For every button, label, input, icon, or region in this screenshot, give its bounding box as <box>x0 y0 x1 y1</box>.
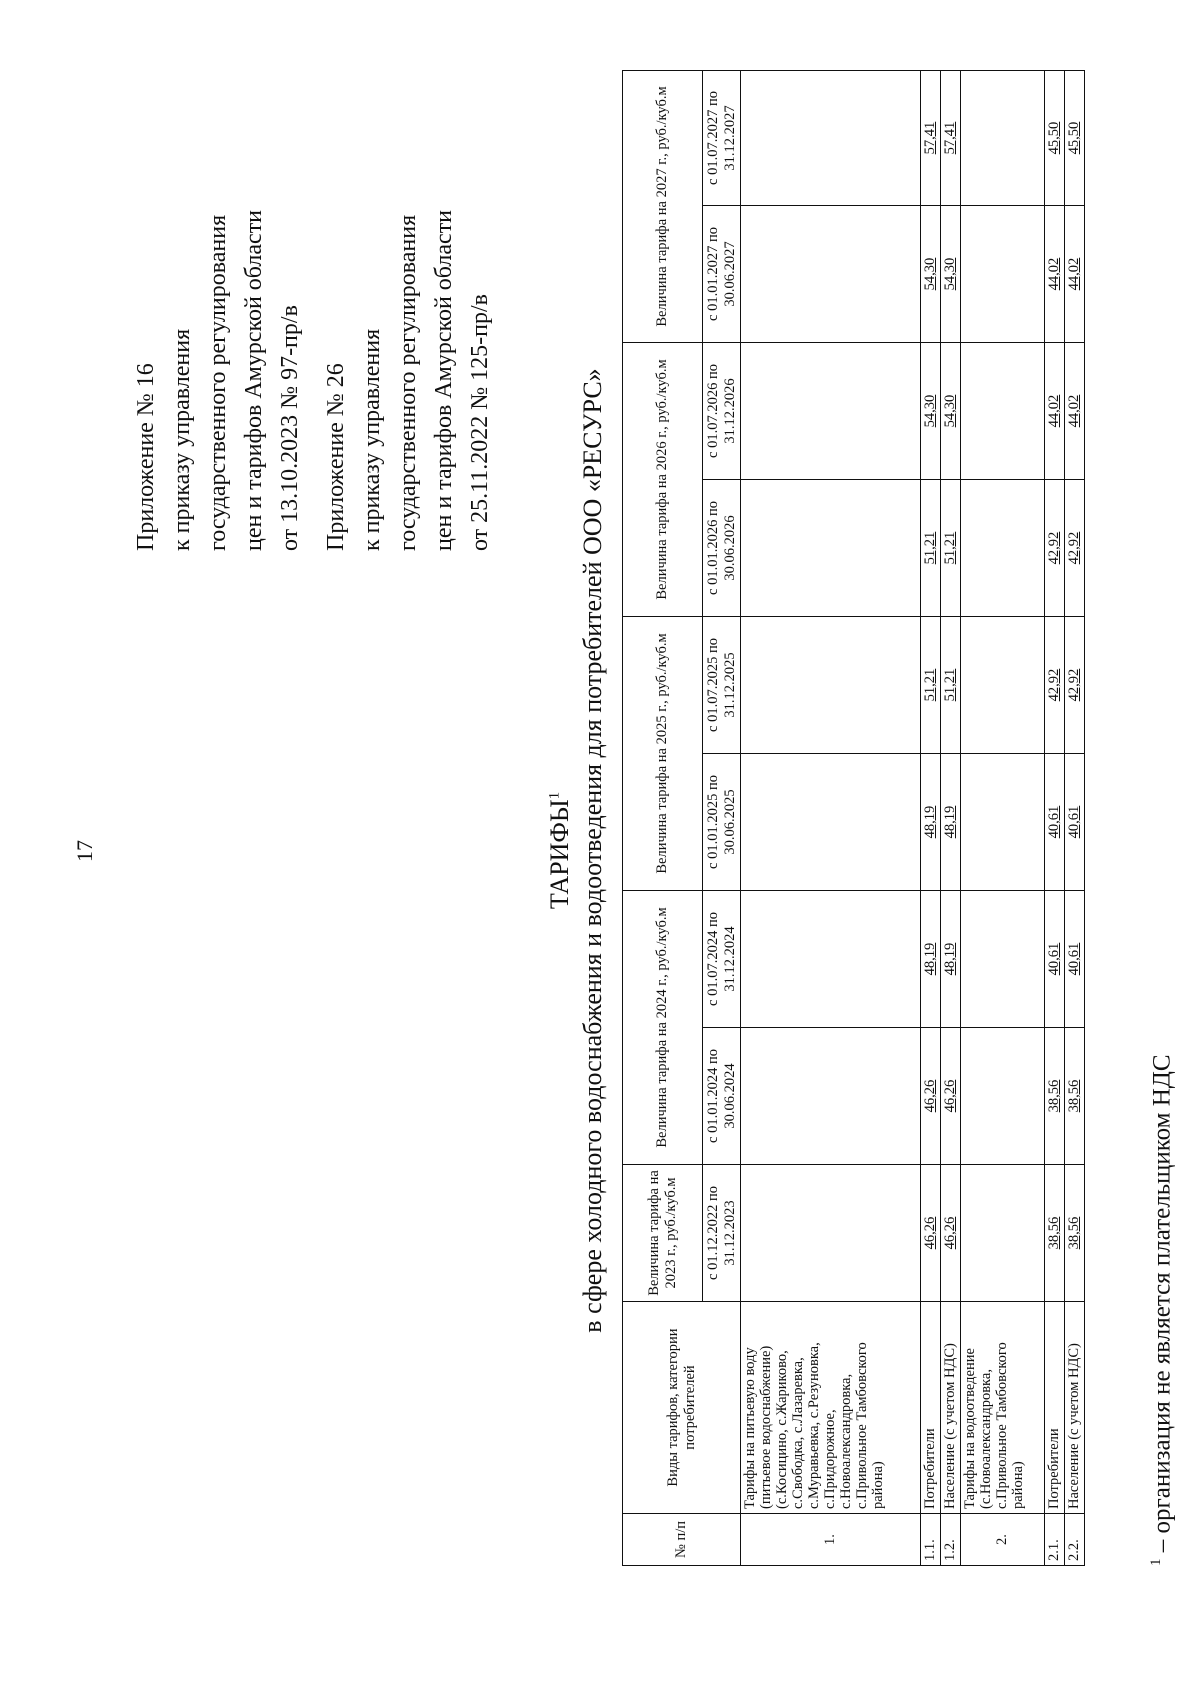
appendix-line: государственного регулирования <box>205 214 231 551</box>
tariff-value: 42,92 <box>1065 617 1085 754</box>
tariff-value: 48,19 <box>941 891 961 1028</box>
section-title: Тарифы на питьевую воду (питьевое водоснабжение) (с.Косицино, с.Жариково, с.Свободка, с.Лазаревка, с.Муравьевка, с.Резуновка, с.Придорожное, с.Новоалександровка, с.Привольное Тамбовского района) <box>741 1302 921 1514</box>
table-row <box>1065 71 1085 1566</box>
row-num: 1.2. <box>941 1514 961 1566</box>
footnote-text: – организация не является плательщиком НДС <box>1148 1054 1176 1559</box>
tariff-value: 45,50 <box>1065 71 1085 206</box>
section-num: 1. <box>741 1514 921 1566</box>
tariff-value: 48,19 <box>941 754 961 891</box>
col-header-year-2025: Величина тарифа на 2025 г., руб./куб.м <box>623 617 703 891</box>
row-label: Потребители <box>921 1302 941 1514</box>
tariff-value: 44,02 <box>1065 206 1085 343</box>
tariff-table <box>622 70 1085 1566</box>
tariff-value: 42,92 <box>1045 480 1065 617</box>
col-header-period: с 01.12.2022 по 31.12.2023 <box>703 1165 741 1302</box>
col-header-year-2023: Величина тарифа на 2023 г., руб./куб.м <box>623 1165 703 1302</box>
tariff-value: 57,41 <box>921 71 941 206</box>
tariff-value: 40,61 <box>1045 754 1065 891</box>
table-section-row <box>961 71 1045 1566</box>
appendix-line: цен и тарифов Амурской области <box>431 209 457 551</box>
table-row <box>1045 71 1065 1566</box>
tariff-value: 46,26 <box>921 1165 941 1302</box>
tariff-value: 44,02 <box>1065 343 1085 480</box>
table-row <box>921 71 941 1566</box>
col-header-year-2027: Величина тарифа на 2027 г., руб./куб.м <box>623 71 703 343</box>
tariff-value: 46,26 <box>941 1028 961 1165</box>
section-num: 2. <box>961 1514 1045 1566</box>
col-header-period: с 01.01.2025 по 30.06.2025 <box>703 754 741 891</box>
col-header-period: с 01.01.2026 по 30.06.2026 <box>703 480 741 617</box>
row-label: Потребители <box>1045 1302 1065 1514</box>
col-header-year-2026: Величина тарифа на 2026 г., руб./куб.м <box>623 343 703 617</box>
tariff-value: 40,61 <box>1045 891 1065 1028</box>
col-header-num: № п/п <box>623 1514 741 1566</box>
row-num: 2.2. <box>1065 1514 1085 1566</box>
tariff-value: 38,56 <box>1065 1165 1085 1302</box>
row-label: Население (с учетом НДС) <box>1065 1302 1085 1514</box>
tariff-value: 48,19 <box>921 754 941 891</box>
col-header-period: с 01.01.2024 по 30.06.2024 <box>703 1028 741 1165</box>
col-header-year-2024: Величина тарифа на 2024 г., руб./куб.м <box>623 891 703 1165</box>
tariff-value: 51,21 <box>921 480 941 617</box>
appendix-line: к приказу управления <box>359 328 385 551</box>
col-header-period: с 01.07.2026 по 31.12.2026 <box>703 343 741 480</box>
appendix-line: Приложение № 26 <box>323 363 349 551</box>
table-section-row <box>741 71 921 1566</box>
tariff-value: 42,92 <box>1065 480 1085 617</box>
tariff-value: 46,26 <box>941 1165 961 1302</box>
page-number: 17 <box>72 840 97 862</box>
tariff-value: 51,21 <box>941 480 961 617</box>
appendix-original-header <box>318 210 498 551</box>
tariff-value: 40,61 <box>1065 891 1085 1028</box>
row-num: 2.1. <box>1045 1514 1065 1566</box>
col-header-period: с 01.07.2027 по 31.12.2027 <box>703 71 741 206</box>
tariff-value: 51,21 <box>921 617 941 754</box>
col-header-period: с 01.07.2025 по 31.12.2025 <box>703 617 741 754</box>
table-row <box>941 71 961 1566</box>
footnote-mark: 1 <box>1148 1558 1164 1566</box>
appendix-line: к приказу управления <box>169 328 195 551</box>
footnote <box>1148 1054 1176 1566</box>
tariff-value: 42,92 <box>1045 617 1065 754</box>
section-title: Тарифы на водоотведение (с.Новоалександровка, с.Привольное Тамбовского района) <box>961 1302 1045 1514</box>
tariff-value: 54,30 <box>941 206 961 343</box>
tariff-value: 57,41 <box>941 71 961 206</box>
appendix-line: Приложение № 16 <box>133 363 159 551</box>
document-title <box>545 0 575 1701</box>
tariff-value: 54,30 <box>921 206 941 343</box>
appendix-current-header <box>128 210 308 551</box>
col-header-period: с 01.01.2027 по 30.06.2027 <box>703 206 741 343</box>
tariff-value: 44,02 <box>1045 343 1065 480</box>
col-header-kind: Виды тарифов, категории потребителей <box>623 1302 741 1514</box>
tariff-value: 54,30 <box>941 343 961 480</box>
tariff-value: 54,30 <box>921 343 941 480</box>
col-header-period: с 01.07.2024 по 31.12.2024 <box>703 891 741 1028</box>
tariff-value: 38,56 <box>1045 1028 1065 1165</box>
tariff-value: 46,26 <box>921 1028 941 1165</box>
title-footnote-mark: 1 <box>546 791 563 800</box>
tariff-value: 51,21 <box>941 617 961 754</box>
document-subtitle: в сфере холодного водоснабжения и водоотведения для потребителей ООО «РЕСУРС» <box>578 368 607 1333</box>
appendix-line: государственного регулирования <box>395 214 421 551</box>
tariff-value: 45,50 <box>1045 71 1065 206</box>
row-label: Население (с учетом НДС) <box>941 1302 961 1514</box>
appendix-line: от 25.11.2022 № 125-пр/в <box>467 293 493 551</box>
title-text: ТАРИФЫ <box>545 799 574 910</box>
appendix-line: от 13.10.2023 № 97-пр/в <box>277 305 303 551</box>
tariff-value: 40,61 <box>1065 754 1085 891</box>
tariff-value: 44,02 <box>1045 206 1065 343</box>
tariff-value: 38,56 <box>1065 1028 1085 1165</box>
tariff-value: 48,19 <box>921 891 941 1028</box>
row-num: 1.1. <box>921 1514 941 1566</box>
tariff-value: 38,56 <box>1045 1165 1065 1302</box>
appendix-line: цен и тарифов Амурской области <box>241 209 267 551</box>
